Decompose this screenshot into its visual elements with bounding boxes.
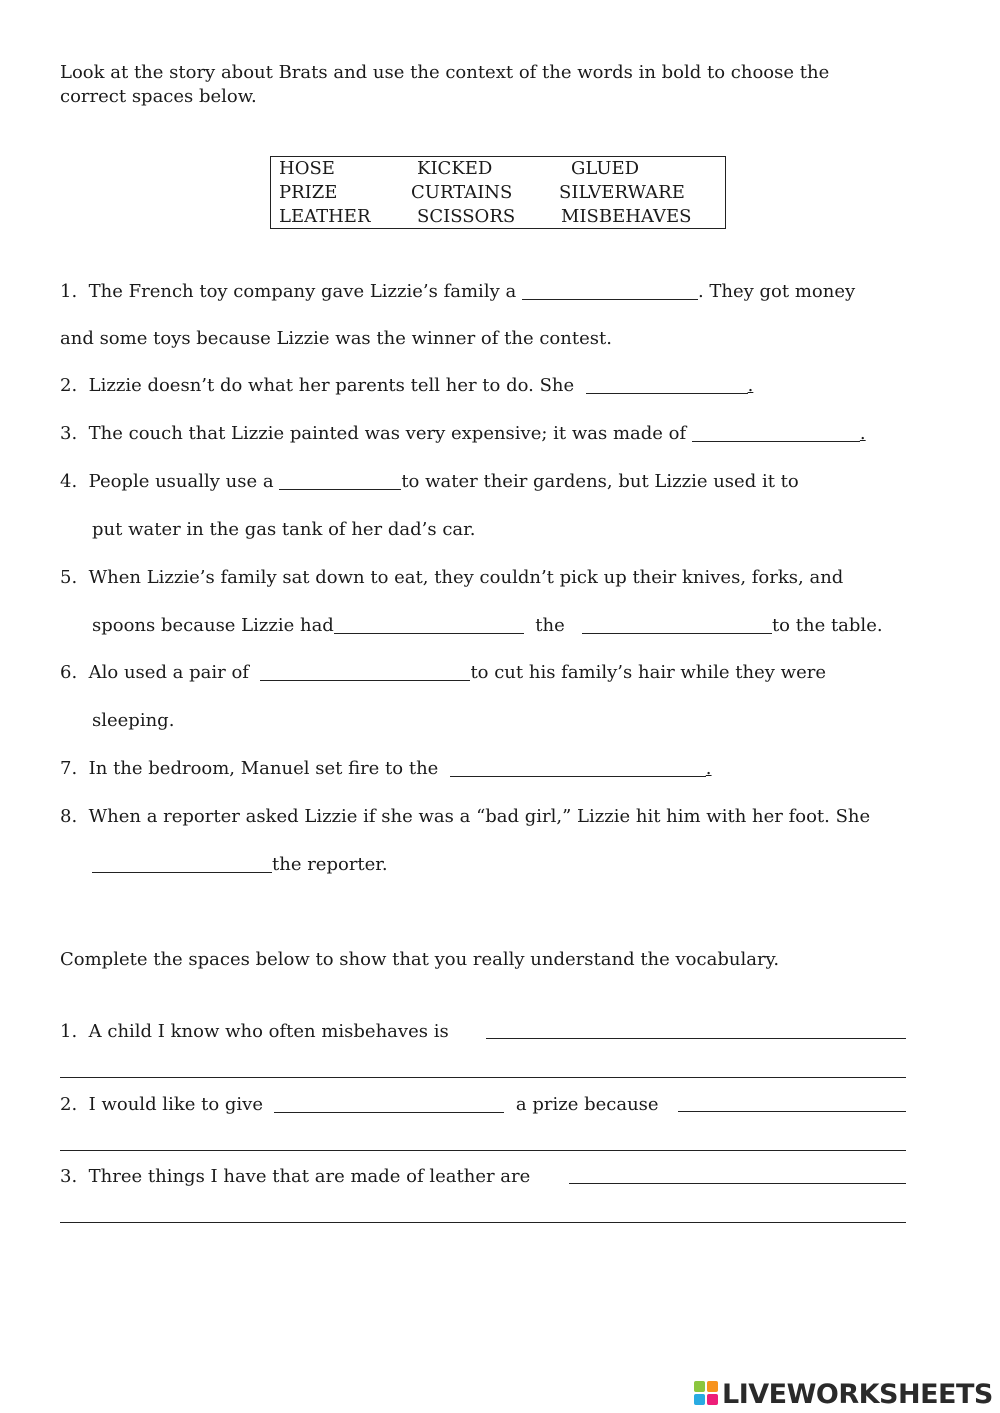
vocab-number: 3. <box>60 1166 78 1187</box>
answer-blank-7[interactable] <box>450 762 706 777</box>
question-text: . <box>705 758 712 779</box>
question-text: to the table. <box>771 615 883 636</box>
question-text: . <box>859 423 866 444</box>
question-1-line-2: and some toys because Lizzie was the winner of the contest. <box>60 328 612 349</box>
vocab-1-answer-line-2[interactable] <box>60 1077 906 1078</box>
question-text: When a reporter asked Lizzie if she was a “bad girl,” Lizzie hit him with her foot. She <box>88 806 871 827</box>
word-bank-word: GLUED <box>571 158 640 180</box>
liveworksheets-logo <box>694 1378 993 1410</box>
question-number: 6. <box>60 662 78 683</box>
vocab-3-answer-line-2[interactable] <box>60 1222 906 1223</box>
vocab-3-answer[interactable] <box>569 1169 906 1184</box>
instructions-line-2: correct spaces below. <box>60 86 257 107</box>
question-text: In the bedroom, Manuel set fire to the <box>88 758 439 779</box>
vocab-number: 2. <box>60 1094 78 1115</box>
word-bank-word: PRIZE <box>279 181 338 203</box>
word-bank-word: HOSE <box>279 158 335 180</box>
word-bank <box>270 156 726 229</box>
question-text: . They got money <box>697 281 856 302</box>
question-number: 8. <box>60 806 78 827</box>
question-4-line-2: put water in the gas tank of her dad’s car. <box>92 519 476 540</box>
question-text: The couch that Lizzie painted was very expensive; it was made of <box>88 423 687 444</box>
vocab-text: a prize because <box>515 1094 659 1115</box>
logo-square-blue <box>694 1394 705 1405</box>
word-bank-word: MISBEHAVES <box>561 205 692 227</box>
word-bank-row <box>271 204 726 228</box>
question-6-line-2: sleeping. <box>92 710 175 731</box>
word-bank-word: CURTAINS <box>411 181 513 203</box>
question-number: 5. <box>60 567 78 588</box>
vocab-2-answer-reason[interactable] <box>678 1097 906 1112</box>
vocab-2 <box>60 1093 659 1117</box>
word-bank-row <box>271 157 726 181</box>
question-8-line-2 <box>92 853 388 877</box>
question-5 <box>60 566 843 590</box>
question-text: to water their gardens, but Lizzie used it to <box>401 471 799 492</box>
question-text: the <box>535 615 565 636</box>
vocab-1 <box>60 1020 454 1044</box>
word-bank-row <box>271 181 726 205</box>
logo-square-pink <box>707 1394 718 1405</box>
liveworksheets-logo-text: LIVEWORKSHEETS <box>722 1378 993 1410</box>
question-number: 7. <box>60 758 78 779</box>
vocab-2-answer-line-2[interactable] <box>60 1150 906 1151</box>
answer-blank-5a[interactable] <box>334 619 524 634</box>
question-text: . <box>747 375 754 396</box>
question-7 <box>60 757 712 781</box>
answer-blank-8[interactable] <box>92 858 272 873</box>
logo-square-green <box>694 1381 705 1392</box>
question-number: 1. <box>60 281 78 302</box>
question-number: 2. <box>60 375 78 396</box>
answer-blank-3[interactable] <box>692 427 860 442</box>
question-6 <box>60 661 826 685</box>
vocab-1-answer[interactable] <box>486 1024 906 1039</box>
answer-blank-5b[interactable] <box>582 619 772 634</box>
question-text: When Lizzie’s family sat down to eat, they couldn’t pick up their knives, forks, and <box>88 567 844 588</box>
vocab-text: I would like to give <box>88 1094 263 1115</box>
question-text: The French toy company gave Lizzie’s family a <box>88 281 517 302</box>
vocab-2-answer-name[interactable] <box>274 1098 504 1113</box>
question-text: spoons because Lizzie had <box>92 615 334 636</box>
vocab-text: Three things I have that are made of leather are <box>88 1166 531 1187</box>
answer-blank-1[interactable] <box>522 285 698 300</box>
vocab-3 <box>60 1165 536 1189</box>
word-bank-word: SILVERWARE <box>559 181 685 203</box>
word-bank-word: KICKED <box>417 158 493 180</box>
vocab-text: A child I know who often misbehaves is <box>88 1021 449 1042</box>
answer-blank-2[interactable] <box>586 379 748 394</box>
question-number: 4. <box>60 471 78 492</box>
question-5-line-2 <box>92 614 883 638</box>
instructions-bottom: Complete the spaces below to show that you really understand the vocabulary. <box>60 949 780 970</box>
question-3 <box>60 422 866 446</box>
answer-blank-6[interactable] <box>260 666 470 681</box>
question-text: People usually use a <box>88 471 274 492</box>
logo-square-orange <box>707 1381 718 1392</box>
instructions-line-1: Look at the story about Brats and use the context of the words in bold to choose the <box>60 62 830 83</box>
question-text: Alo used a pair of <box>88 662 249 683</box>
question-text: the reporter. <box>272 854 388 875</box>
question-4 <box>60 470 799 494</box>
question-2 <box>60 374 753 398</box>
question-text: to cut his family’s hair while they were <box>470 662 826 683</box>
answer-blank-4[interactable] <box>279 475 401 490</box>
question-8 <box>60 805 870 829</box>
vocab-number: 1. <box>60 1021 78 1042</box>
question-number: 3. <box>60 423 78 444</box>
question-text: Lizzie doesn’t do what her parents tell her to do. She <box>88 375 575 396</box>
question-1 <box>60 280 855 304</box>
liveworksheets-logo-icon <box>694 1381 720 1407</box>
word-bank-word: LEATHER <box>279 205 371 227</box>
word-bank-word: SCISSORS <box>417 205 516 227</box>
